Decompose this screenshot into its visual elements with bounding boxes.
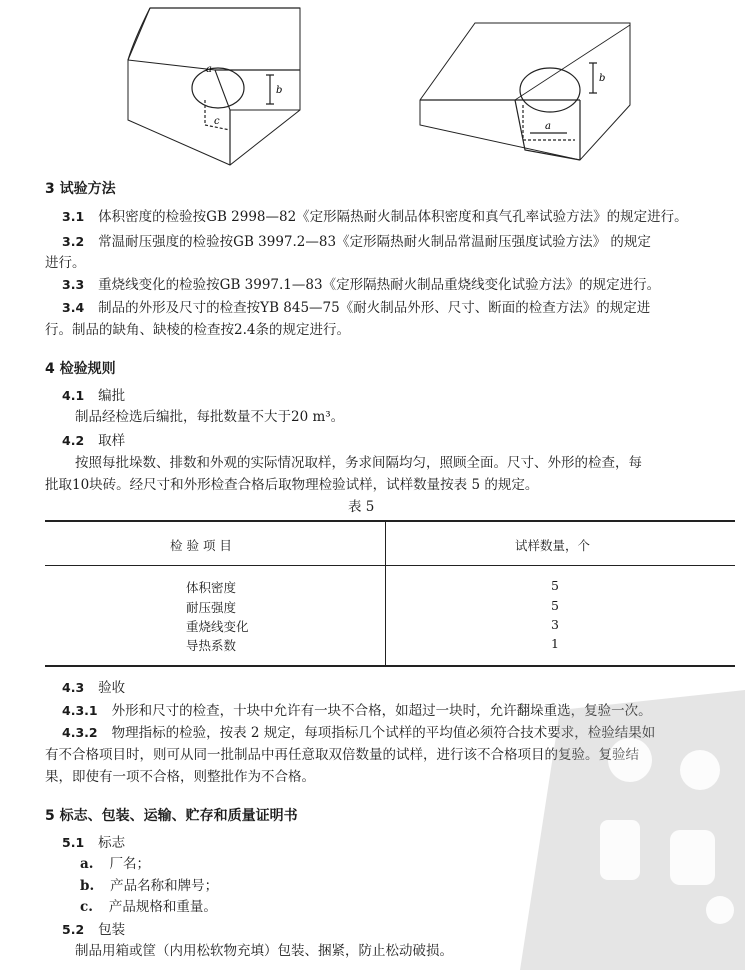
- clause-number: 3.4: [62, 300, 85, 315]
- clause-title: 编批: [98, 388, 126, 404]
- clause-number: 4.3.1: [62, 703, 98, 718]
- clause-title: 取样: [98, 433, 126, 449]
- clause-number: 4.3.2: [62, 725, 98, 740]
- table-cell-count: 1: [551, 636, 559, 651]
- clause-3-4-continuation: 行。制品的缺角、缺棱的检查按2.4条的规定进行。: [45, 322, 350, 338]
- clause-5-2: [62, 920, 125, 940]
- table-cell-item: 耐压强度: [186, 600, 237, 615]
- clause-number: 3.2: [62, 234, 85, 249]
- clause-3-4: [62, 298, 650, 318]
- clause-text: 外形和尺寸的检查，十块中允许有一块不合格，如超过一块时，允许翻垛重选，复验一次。: [111, 703, 652, 719]
- table-header-count: 试样数量，个: [515, 538, 591, 553]
- section-3-title: 3 试验方法: [45, 181, 116, 197]
- list-letter: a.: [80, 856, 94, 872]
- clause-5-2-text: 制品用箱或筐（内用松软物充填）包装、捆紧，防止松动破损。: [75, 943, 453, 959]
- clause-5-1: [62, 833, 125, 853]
- clause-number: 3.1: [62, 209, 85, 224]
- section-5-title: 5 标志、包装、运输、贮存和质量证明书: [45, 808, 298, 824]
- table-cell-item: 体积密度: [186, 580, 237, 595]
- clause-4-1-text: 制品经检选后编批，每批数量不大于20 m³。: [75, 409, 345, 425]
- clause-text: 常温耐压强度的检验按GB 3997.2—83《定形隔热耐火制品常温耐压强度试验方法》 的规定: [98, 234, 651, 250]
- list-item-c: [80, 897, 217, 917]
- clause-4-1: [62, 386, 125, 406]
- clause-number: 4.1: [62, 388, 85, 403]
- clause-4-3-2-line2: 有不合格项目时，则可从同一批制品中再任意取双倍数量的试样，进行该不合格项目的复验。复验结: [45, 747, 639, 763]
- clause-title: 验收: [98, 680, 126, 696]
- section-4-title: 4 检验规则: [45, 361, 116, 377]
- clause-text: 制品的外形及尺寸的检查按YB 845—75《耐火制品外形、尺寸、断面的检查方法》的规定进: [98, 300, 651, 316]
- table-cell-item: 导热系数: [186, 638, 237, 653]
- clause-text: 体积密度的检验按GB 2998—82《定形隔热耐火制品体积密度和真气孔率试验方法》的规定进行。: [98, 209, 688, 225]
- table-cell-item: 重烧线变化: [186, 619, 249, 634]
- clause-4-2: [62, 431, 125, 451]
- table-cell-count: 3: [551, 617, 559, 632]
- clause-number: 5.2: [62, 922, 85, 937]
- clause-number: 4.2: [62, 433, 85, 448]
- seal-watermark-icon: [520, 690, 745, 970]
- clause-3-1: [62, 207, 688, 227]
- table-top-rule: [45, 520, 735, 522]
- list-text: 产品名称和牌号；: [110, 878, 219, 894]
- list-letter: b.: [80, 878, 95, 894]
- list-letter: c.: [80, 899, 93, 915]
- clause-3-2-continuation: 进行。: [45, 255, 86, 271]
- clause-title: 标志: [98, 835, 126, 851]
- fig-right-label-a: a: [545, 121, 551, 132]
- table-cell-count: 5: [551, 598, 559, 613]
- table-caption: 表 5: [348, 499, 375, 515]
- clause-number: 3.3: [62, 277, 85, 292]
- clause-3-2: [62, 232, 651, 252]
- clause-number: 5.1: [62, 835, 85, 850]
- clause-4-2-text-line1: 按照每批垛数、排数和外观的实际情况取样，务求间隔均匀，照顾全面。尺寸、外形的检查，每: [75, 455, 642, 471]
- list-item-b: [80, 876, 218, 896]
- clause-4-3-2-line3: 果，即使有一项不合格，则整批作为不合格。: [45, 769, 315, 785]
- figure-right-brick-edge-defect: [415, 5, 640, 170]
- clause-title: 包装: [98, 922, 126, 938]
- list-text: 产品规格和重量。: [108, 899, 217, 915]
- clause-3-3: [62, 275, 660, 295]
- list-item-a: [80, 854, 150, 874]
- table-cell-count: 5: [551, 578, 559, 593]
- fig-left-label-c: c: [214, 116, 220, 127]
- clause-4-3: [62, 678, 125, 698]
- table-header-rule: [45, 565, 735, 566]
- table-bottom-rule: [45, 665, 735, 667]
- fig-left-label-b: b: [276, 85, 283, 96]
- clause-text: 物理指标的检验，按表 2 规定，每项指标几个试样的平均值必须符合技术要求，检验结果如: [111, 725, 656, 741]
- table-column-divider: [385, 520, 386, 666]
- table-header-item: 检 验 项 目: [170, 538, 232, 553]
- list-text: 厂名；: [109, 856, 150, 872]
- fig-right-label-b: b: [599, 73, 606, 84]
- fig-left-label-a: a: [206, 64, 212, 75]
- figure-left-brick-corner-defect: [120, 0, 320, 170]
- clause-number: 4.3: [62, 680, 85, 695]
- clause-4-2-text-line2: 批取10块砖。经尺寸和外形检查合格后取物理检验试样，试样数量按表 5 的规定。: [45, 477, 539, 493]
- clause-text: 重烧线变化的检验按GB 3997.1—83《定形隔热耐火制品重烧线变化试验方法》的规定进行。: [98, 277, 661, 293]
